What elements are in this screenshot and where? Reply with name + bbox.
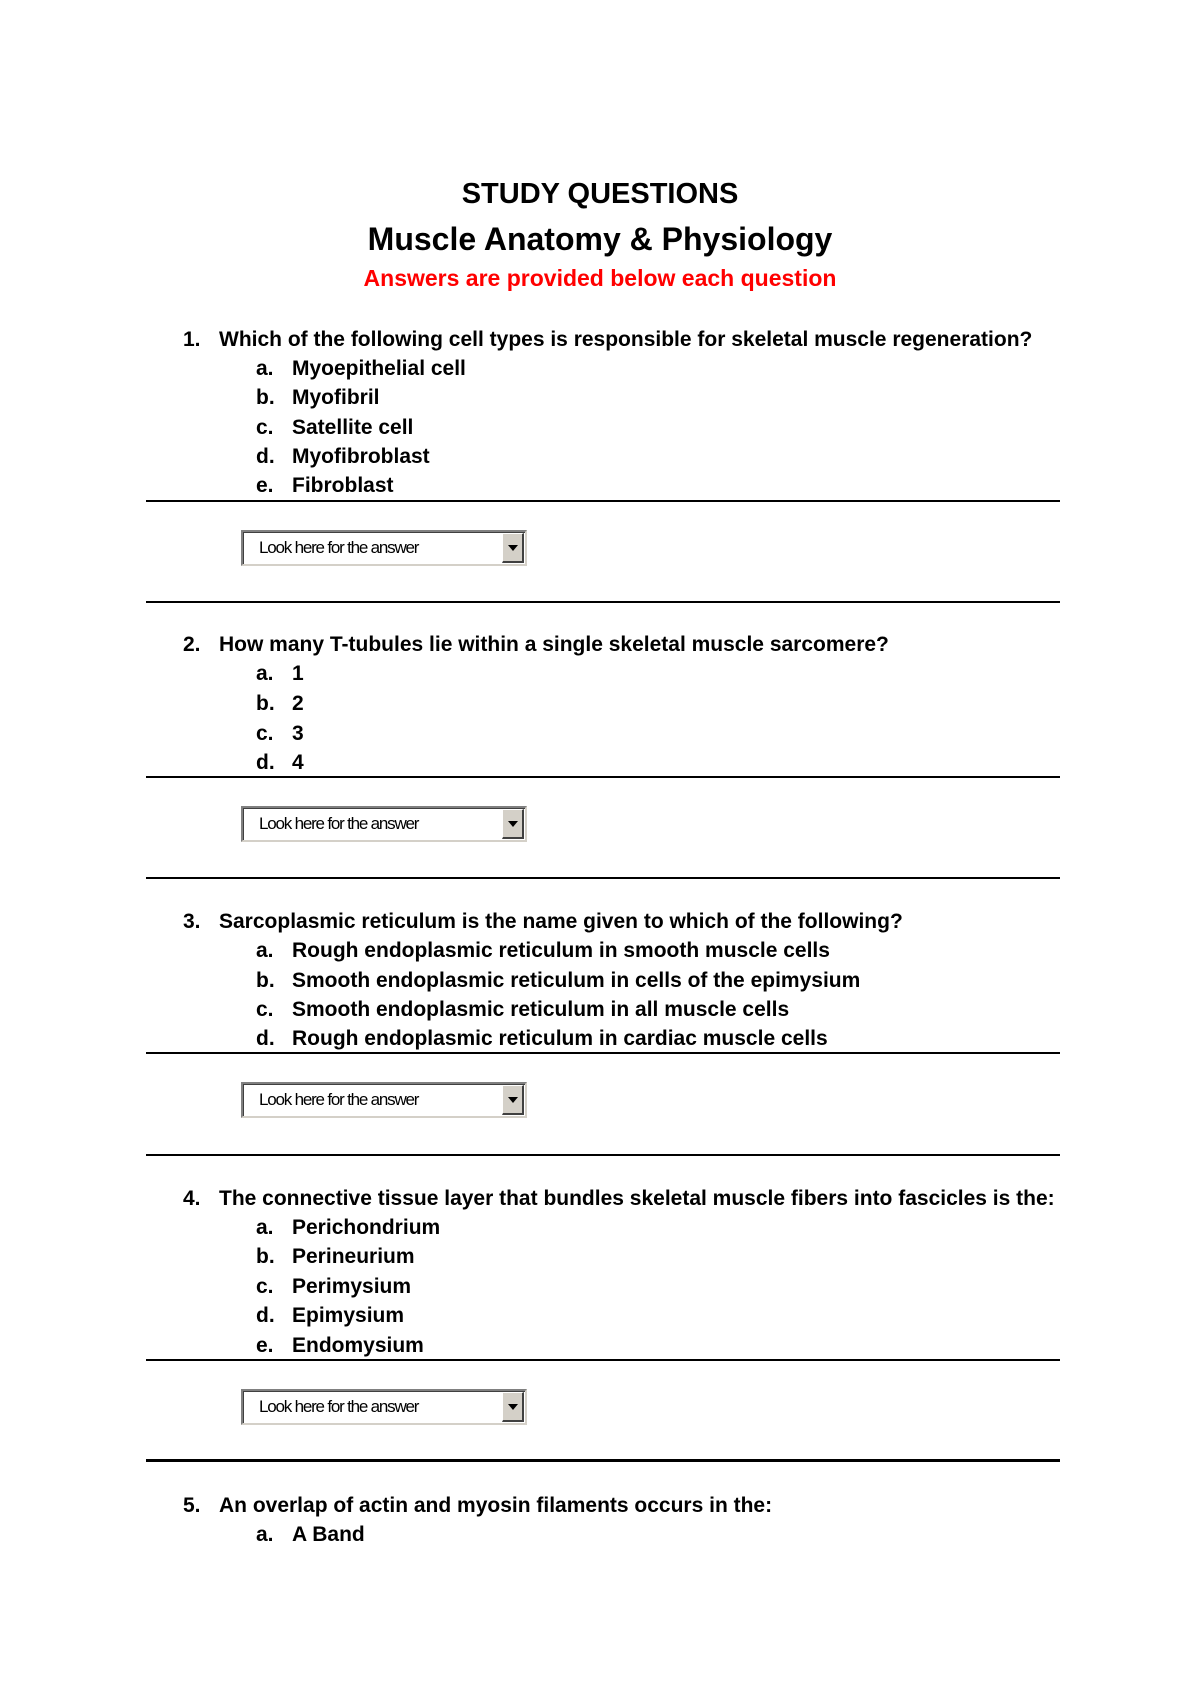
answer-dropdown-2[interactable] <box>241 806 527 842</box>
option-letter: d. <box>256 1304 275 1327</box>
option-text: Perimysium <box>292 1275 412 1298</box>
option-letter: c. <box>256 416 274 439</box>
option-text: Myofibril <box>292 386 380 409</box>
option-letter: a. <box>256 939 274 962</box>
question-text: The connective tissue layer that bundles skeletal muscle fibers into fascicles is the: <box>219 1187 1055 1210</box>
divider <box>146 500 1060 502</box>
answers-note: Answers are provided below each question <box>363 265 837 291</box>
option-text: Smooth endoplasmic reticulum in all muscle cells <box>292 998 790 1021</box>
question-text: Sarcoplasmic reticulum is the name given to which of the following? <box>219 910 903 933</box>
chevron-down-icon <box>508 821 518 827</box>
option-text: Smooth endoplasmic reticulum in cells of the epimysium <box>292 969 861 992</box>
question-text: An overlap of actin and myosin filaments occurs in the: <box>219 1494 773 1517</box>
divider <box>146 1052 1060 1054</box>
option-text: Rough endoplasmic reticulum in smooth muscle cells <box>292 939 830 962</box>
option-letter: e. <box>256 474 274 497</box>
option-letter: a. <box>256 357 274 380</box>
divider <box>146 1459 1060 1462</box>
option-text: 2 <box>292 692 304 715</box>
divider <box>146 1359 1060 1361</box>
option-letter: b. <box>256 969 275 992</box>
option-letter: e. <box>256 1334 274 1357</box>
document-subtitle: Muscle Anatomy & Physiology <box>367 221 833 257</box>
option-letter: d. <box>256 1027 275 1050</box>
option-letter: b. <box>256 386 275 409</box>
divider <box>146 776 1060 778</box>
option-letter: b. <box>256 1245 275 1268</box>
question-number: 1. <box>183 328 201 351</box>
dropdown-arrow-button[interactable] <box>502 1085 524 1115</box>
option-text: 3 <box>292 722 304 745</box>
dropdown-value: Look here for the answer <box>259 1397 419 1416</box>
option-text: 4 <box>292 751 304 774</box>
question-number: 4. <box>183 1187 201 1210</box>
option-text: Rough endoplasmic reticulum in cardiac muscle cells <box>292 1027 828 1050</box>
dropdown-value: Look here for the answer <box>259 538 419 557</box>
question-number: 3. <box>183 910 201 933</box>
question-number: 2. <box>183 633 201 656</box>
answer-dropdown-3[interactable] <box>241 1082 527 1118</box>
dropdown-arrow-button[interactable] <box>502 809 524 839</box>
question-text: How many T-tubules lie within a single skeletal muscle sarcomere? <box>219 633 889 656</box>
option-text: Myoepithelial cell <box>292 357 466 380</box>
option-text: Perichondrium <box>292 1216 441 1239</box>
chevron-down-icon <box>508 1404 518 1410</box>
divider <box>146 601 1060 603</box>
dropdown-arrow-button[interactable] <box>502 1392 524 1422</box>
option-text: Epimysium <box>292 1304 405 1327</box>
option-letter: c. <box>256 998 274 1021</box>
question-number: 5. <box>183 1494 201 1517</box>
option-letter: c. <box>256 1275 274 1298</box>
option-letter: b. <box>256 692 275 715</box>
option-text: Fibroblast <box>292 474 394 497</box>
dropdown-value: Look here for the answer <box>259 1090 419 1109</box>
option-letter: d. <box>256 751 275 774</box>
answer-dropdown-4[interactable] <box>241 1389 527 1425</box>
document-title: STUDY QUESTIONS <box>461 178 739 210</box>
option-letter: a. <box>256 1523 274 1546</box>
dropdown-value: Look here for the answer <box>259 814 419 833</box>
option-text: Myofibroblast <box>292 445 430 468</box>
option-letter: a. <box>256 662 274 685</box>
option-text: 1 <box>292 662 304 685</box>
chevron-down-icon <box>508 1097 518 1103</box>
option-text: Perineurium <box>292 1245 415 1268</box>
chevron-down-icon <box>508 545 518 551</box>
divider <box>146 877 1060 879</box>
answer-dropdown-1[interactable] <box>241 530 527 566</box>
option-text: A Band <box>292 1523 365 1546</box>
option-letter: d. <box>256 445 275 468</box>
divider <box>146 1154 1060 1156</box>
dropdown-arrow-button[interactable] <box>502 533 524 563</box>
option-letter: a. <box>256 1216 274 1239</box>
question-text: Which of the following cell types is responsible for skeletal muscle regeneration? <box>219 328 1033 351</box>
option-letter: c. <box>256 722 274 745</box>
option-text: Satellite cell <box>292 416 414 439</box>
option-text: Endomysium <box>292 1334 424 1357</box>
